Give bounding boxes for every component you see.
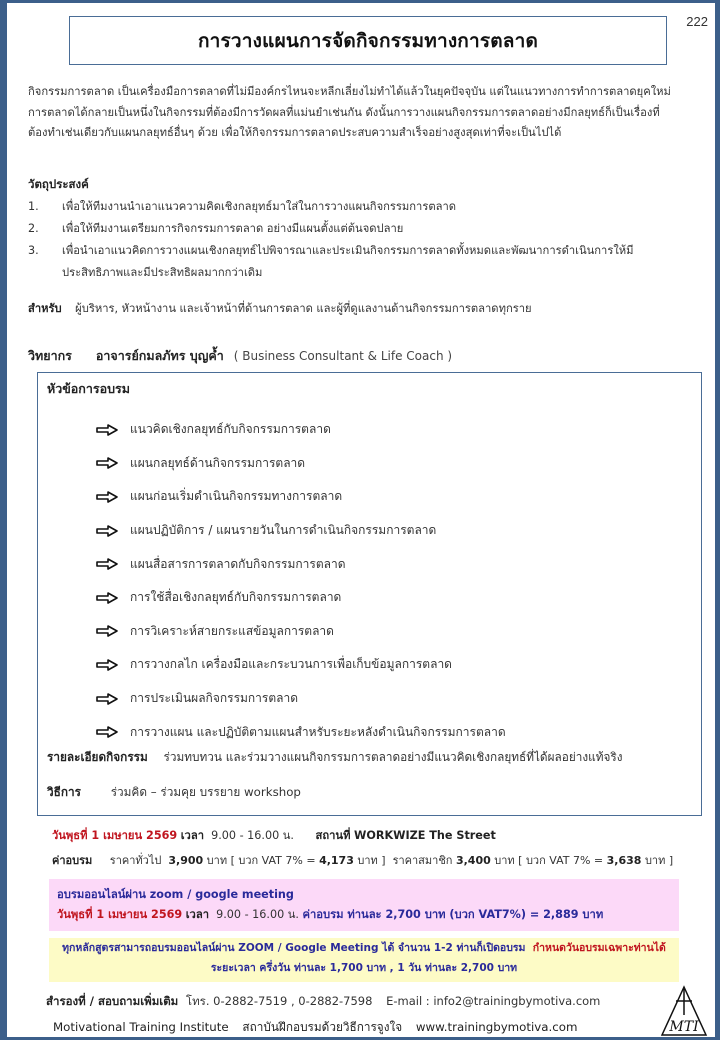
objective-item (28, 218, 688, 240)
topic-item (96, 413, 506, 447)
schedule-time-label: เวลา (180, 829, 204, 842)
online-training-box (49, 879, 679, 931)
activity-details-row (47, 748, 623, 767)
topic-text: การประเมินผลกิจกรรมการตลาด (130, 691, 299, 706)
schedule-date: วันพุธที่ 1 เมษายน 2569 (52, 829, 178, 842)
member-vat-total: 3,638 (606, 854, 642, 867)
topic-text: การวิเคราะห์สายกระแสข้อมูลการตลาด (130, 623, 334, 638)
title-box (69, 16, 667, 65)
contact-label: สำรองที่ / สอบถามเพิ่มเติม (46, 994, 179, 1008)
page-title: การวางแผนการจัดกิจกรรมทางการตลาด (197, 29, 539, 52)
objective-item (28, 240, 688, 262)
notice-line-2: ระยะเวลา ครึ่งวัน ท่านละ 1,700 บาท , 1 วัน ท่านละ 2,700 บาท (210, 962, 518, 974)
right-arrow-icon (96, 424, 118, 436)
right-arrow-icon (96, 592, 118, 604)
objective-number: 3. (28, 244, 39, 257)
website-link[interactable]: www.trainingbymotiva.com (415, 1020, 578, 1034)
notice-box (49, 938, 679, 982)
online-title: อบรมออนไลน์ผ่าน zoom / google meeting (57, 888, 294, 901)
objectives-heading: วัตถุประสงค์ (28, 177, 89, 191)
right-arrow-icon (96, 726, 118, 738)
member-price: 3,400 (455, 854, 491, 867)
member-vat-suffix: บาท ] (644, 854, 674, 867)
online-time-label: เวลา (185, 908, 209, 921)
topics-heading: หัวข้อการอบรม (47, 381, 131, 396)
schedule-row (52, 826, 496, 844)
topic-item (96, 682, 506, 716)
topics-box (37, 372, 702, 816)
objective-text: เพื่อให้ทีมงานเตรียมการกิจกรรมการตลาด อย่างมีแผนตั้งแต่ต้นจดปลาย (62, 222, 404, 235)
intro-line: ต้องทำเช่นเดียวกับแผนกลยุทธ์อื่นๆ ด้วย เพื่อให้กิจกรรมการตลาดประสบความสำเร็จอย่างสูงสุดเท่าที่จะเป็นไปได้ (28, 126, 562, 139)
topics-list (96, 413, 506, 749)
online-date: วันพุธที่ 1 เมษายน 2569 (57, 908, 183, 921)
right-arrow-icon (96, 525, 118, 537)
right-arrow-icon (96, 659, 118, 671)
topic-text: แผนก่อนเริ่มดำเนินกิจกรรมทางการตลาด (130, 489, 343, 504)
fee-label: ค่าอบรม (52, 854, 93, 867)
objective-item (28, 196, 688, 218)
contact-phone: โทร. 0-2882-7519 , 0-2882-7598 (185, 994, 373, 1008)
schedule-time: 9.00 - 16.00 น. (211, 829, 294, 842)
general-price: 3,900 (168, 854, 204, 867)
topic-item (96, 648, 506, 682)
org-name-en: Motivational Training Institute (53, 1020, 229, 1034)
online-schedule (57, 905, 671, 925)
objectives-list (28, 196, 688, 284)
mti-logo-icon (660, 985, 708, 1037)
method-label: วิธีการ (47, 785, 81, 799)
audience-text: ผู้บริหาร, หัวหน้างาน และเจ้าหน้าที่ด้านการตลาด และผู้ที่ดูแลงานด้านกิจกรรมการตลาดทุกราย (75, 302, 532, 315)
topic-text: แผนสื่อสารการตลาดกับกิจกรรมการตลาด (130, 556, 346, 571)
member-price-label: ราคาสมาชิก (392, 854, 453, 867)
objective-continuation: ประสิทธิภาพและมีประสิทธิผลมากกว่าเดิม (62, 266, 263, 279)
page-number: 222 (686, 14, 708, 29)
topic-text: แนวคิดเชิงกลยุทธ์กับกิจกรรมการตลาด (130, 422, 331, 437)
topic-text: การใช้สื่อเชิงกลยุทธ์กับกิจกรรมการตลาด (130, 590, 342, 605)
topic-text: การวางกลไก เครื่องมือและกระบวนการเพื่อเก็บข้อมูลการตลาด (130, 657, 452, 672)
right-arrow-icon (96, 625, 118, 637)
topic-item (96, 715, 506, 749)
general-price-label: ราคาทั่วไป (109, 854, 162, 867)
topic-item (96, 615, 506, 649)
topic-item (96, 547, 506, 581)
right-arrow-icon (96, 693, 118, 705)
topic-item (96, 447, 506, 481)
intro-paragraph (28, 82, 688, 144)
contact-row (46, 993, 600, 1011)
right-arrow-icon (96, 457, 118, 469)
member-vat-prefix: บาท [ บวก VAT 7% = (494, 854, 604, 867)
speaker-role: ( Business Consultant & Life Coach ) (233, 349, 453, 363)
method-row (47, 783, 301, 802)
speaker-label: วิทยากร (28, 348, 72, 363)
right-arrow-icon (96, 558, 118, 570)
footer (53, 1018, 587, 1037)
topic-text: แผนปฏิบัติการ / แผนรายวันในการดำเนินกิจกรรมการตลาด (130, 523, 437, 538)
right-arrow-icon (96, 491, 118, 503)
intro-line: การตลาดได้กลายเป็นหนึ่งในกิจกรรมที่ต้องมีการวัดผลที่แม่นยำเช่นกัน ดังนั้นการวางแผนกิจกรรมการตลาดอย่างมีกลยุทธ์ก็เป็นเรื่องที่ (28, 105, 660, 119)
intro-line: กิจกรรมการตลาด เป็นเครื่องมือการตลาดที่ไม่มีองค์กรไหนจะหลีกเลี่ยงไม่ทำได้แล้วในยุคปัจจุบัน แต่ในแนวทางการทำการตลาดยุคใหม่ (28, 85, 671, 98)
method-text: ร่วมคิด – ร่วมคุย บรรยาย workshop (110, 785, 301, 799)
topic-item (96, 581, 506, 615)
online-fee: ค่าอบรม ท่านละ 2,700 บาท (บวก VAT7%) = 2,889 บาท (302, 908, 604, 921)
audience-row (28, 299, 532, 317)
contact-email[interactable]: E-mail : info2@trainingbymotiva.com (386, 994, 601, 1008)
currency-unit: บาท (206, 854, 228, 867)
topic-item (96, 514, 506, 548)
topic-text: การวางแผน และปฏิบัติตามแผนสำหรับระยะหลังดำเนินกิจกรรมการตลาด (130, 724, 506, 739)
general-vat-total: 4,173 (319, 854, 354, 867)
activity-details-text: ร่วมทบทวน และร่วมวางแผนกิจกรรมการตลาดอย่างมีแนวคิดเชิงกลยุทธ์ที่ได้ผลอย่างแท้จริง (163, 750, 623, 764)
audience-label: สำหรับ (28, 302, 62, 315)
activity-details-label: รายละเอียดกิจกรรม (47, 750, 148, 764)
notice-line-1 (49, 938, 679, 958)
venue-label: สถานที่ (315, 829, 351, 842)
notice-main: ทุกหลักสูตรสามารถอบรมออนไลน์ผ่าน ZOOM / Google Meeting ได้ จำนวน 1-2 ท่านก็เปิดอบรม (62, 942, 526, 954)
general-vat-suffix: บาท ] (357, 854, 386, 867)
speaker-row (28, 346, 452, 366)
objective-text: เพื่อให้ทีมงานนำเอาแนวความคิดเชิงกลยุทธ์มาใส่ในการวางแผนกิจกรรมการตลาด (62, 200, 457, 213)
objective-text: เพื่อนำเอาแนวคิดการวางแผนเชิงกลยุทธ์ไปพิจารณาและประเมินกิจกรรมการตลาดทั้งหมดและพัฒนาการดำเนินการให้มี (62, 244, 634, 257)
online-time: 9.00 - 16.00 น. (216, 908, 299, 921)
objective-number: 1. (28, 200, 39, 213)
topic-item (96, 480, 506, 514)
svg-text:MTI: MTI (669, 1019, 699, 1035)
org-name-th: สถาบันฝึกอบรมด้วยวิธีการจูงใจ (242, 1020, 403, 1034)
venue-name: WORKWIZE The Street (354, 829, 496, 842)
notice-red: กำหนดวันอบรมเฉพาะท่านได้ (532, 942, 666, 954)
speaker-name: อาจารย์กมลภัทร บุญค้ำ (95, 348, 224, 363)
fee-row (52, 851, 673, 869)
topic-text: แผนกลยุทธ์ด้านกิจกรรมการตลาด (130, 455, 306, 470)
general-vat-prefix: [ บวก VAT 7% = (230, 854, 316, 867)
objective-number: 2. (28, 222, 39, 235)
